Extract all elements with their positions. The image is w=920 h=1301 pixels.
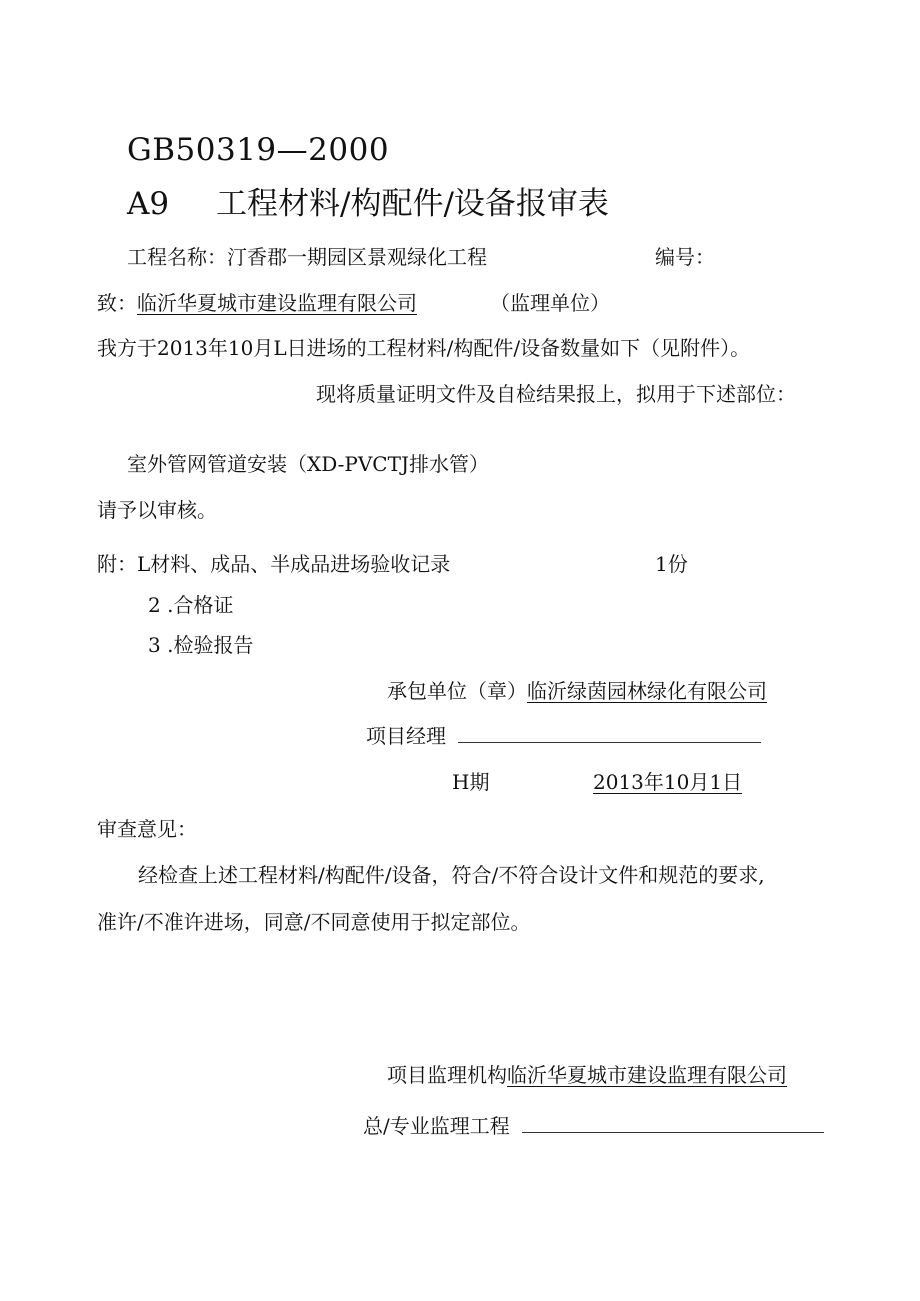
supervisor-org-label: 项目监理机构 <box>387 1063 507 1087</box>
install-location: 室外管网管道安装（XD-PVCTJ排水管） <box>127 452 489 476</box>
date-value: 2013年10月1日 <box>593 770 743 794</box>
body-line-2: 现将质量证明文件及自检结果报上，拟用于下述部位： <box>316 382 796 406</box>
attachment-item-1-text: L材料、成品、半成品进场验收记录 <box>137 552 451 576</box>
addressee-row <box>97 291 417 315</box>
project-number-label: 编号： <box>655 245 715 269</box>
date-label: H期 <box>452 770 490 794</box>
to-label: 致： <box>97 291 137 315</box>
body-line-1: 我方于2013年10月L日进场的工程材料/构配件/设备数量如下（见附件）。 <box>97 336 751 360</box>
contractor-unit-row <box>387 679 767 703</box>
standard-code: GB50319—2000 <box>127 132 390 168</box>
project-manager-row <box>366 724 761 748</box>
project-name-value: 汀香郡一期园区景观绿化工程 <box>227 245 487 269</box>
supervision-company: 临沂华夏城市建设监理有限公司 <box>137 291 417 315</box>
project-name-row <box>127 245 487 269</box>
review-text-line-1: 经检查上述工程材料/构配件/设备，符合/不符合设计文件和规范的要求, <box>138 863 765 887</box>
supervision-role: （监理单位） <box>490 291 610 315</box>
form-code: A9 <box>127 186 170 222</box>
contractor-unit-label: 承包单位（章） <box>387 679 527 703</box>
review-request: 请予以审核。 <box>97 498 217 522</box>
supervisor-org-name: 临沂华夏城市建设监理有限公司 <box>507 1063 787 1087</box>
supervising-engineer-signature-line <box>522 1131 824 1133</box>
attachment-label: 附： <box>97 552 137 576</box>
attachment-item-2: 2 .合格证 <box>148 593 234 617</box>
review-label: 审查意见： <box>97 817 197 841</box>
supervising-engineer-label: 总/专业监理工程 <box>363 1114 510 1138</box>
supervising-engineer-row <box>363 1114 824 1138</box>
contractor-unit-name: 临沂绿茵园林绿化有限公司 <box>527 679 767 703</box>
attachment-item-1-qty: 1份 <box>655 552 688 576</box>
project-manager-label: 项目经理 <box>366 724 446 748</box>
project-manager-signature-line <box>458 741 761 743</box>
project-name-label: 工程名称： <box>127 245 227 269</box>
review-text-line-2: 准许/不准许进场，同意/不同意使用于拟定部位。 <box>97 910 531 934</box>
attachment-item-3: 3 .检验报告 <box>148 633 254 657</box>
form-title: 工程材料/构配件/设备报审表 <box>216 186 609 222</box>
supervisor-org-row <box>387 1063 787 1087</box>
attachment-item-1 <box>97 552 450 576</box>
